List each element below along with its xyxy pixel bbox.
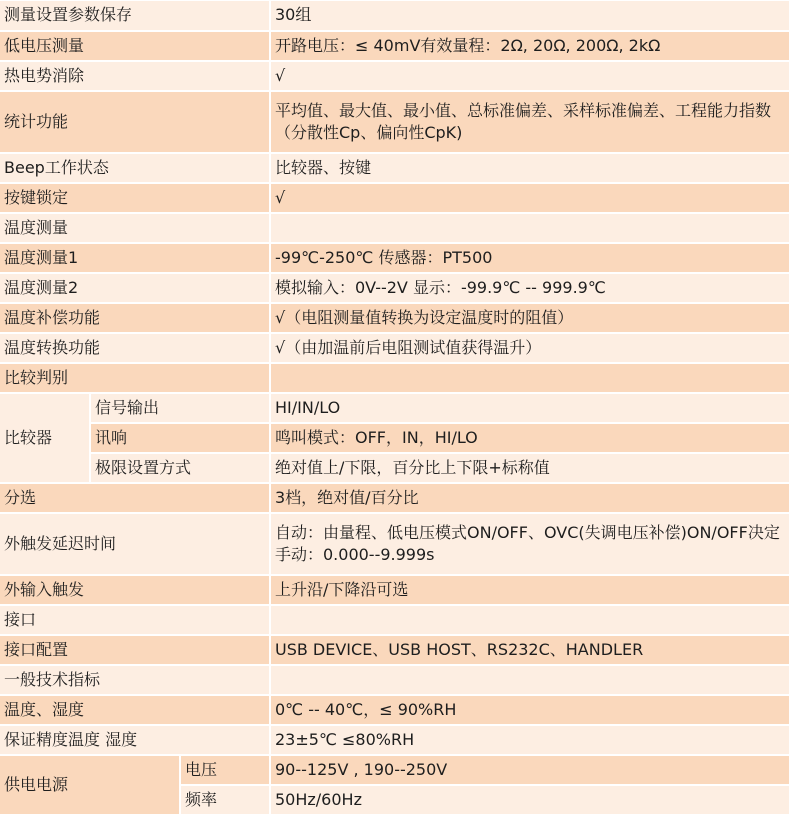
spec-label: Beep工作状态 [0, 153, 270, 183]
spec-label: 温度测量1 [0, 243, 270, 273]
table-row [0, 453, 790, 483]
spec-label: 极限设置方式 [90, 453, 270, 483]
spec-label: 保证精度温度 湿度 [0, 725, 270, 755]
table-row [0, 243, 790, 273]
spec-label: 温度补偿功能 [0, 303, 270, 333]
spec-label: 频率 [180, 785, 270, 815]
spec-label: 讯响 [90, 423, 270, 453]
table-row [0, 31, 790, 61]
spec-value: √（电阻测量值转换为设定温度时的阻值） [270, 303, 790, 333]
spec-value [270, 665, 790, 695]
spec-value [270, 213, 790, 243]
spec-label: 统计功能 [0, 91, 270, 153]
spec-label: 分选 [0, 483, 270, 513]
table-row [0, 303, 790, 333]
table-row [0, 363, 790, 393]
table-row [0, 273, 790, 303]
spec-label: 温度转换功能 [0, 333, 270, 363]
table-row [0, 665, 790, 695]
table-row [0, 575, 790, 605]
spec-label: 温度、湿度 [0, 695, 270, 725]
spec-value [270, 605, 790, 635]
spec-value: 0℃ -- 40℃，≤ 90%RH [270, 695, 790, 725]
table-row [0, 423, 790, 453]
table-row [0, 635, 790, 665]
spec-label: 接口 [0, 605, 270, 635]
table-row [0, 333, 790, 363]
spec-label: 接口配置 [0, 635, 270, 665]
spec-value: 30组 [270, 1, 790, 31]
power-label: 供电电源 [0, 755, 180, 815]
spec-label: 低电压测量 [0, 31, 270, 61]
table-row [0, 725, 790, 755]
spec-label: 温度测量 [0, 213, 270, 243]
table-row [0, 755, 790, 785]
table-row [0, 91, 790, 153]
spec-value: √ [270, 61, 790, 91]
spec-value: 50Hz/60Hz [270, 785, 790, 815]
table-row [0, 605, 790, 635]
spec-value: 90--125V , 190--250V [270, 755, 790, 785]
table-row [0, 153, 790, 183]
spec-value: 23±5℃ ≤80%RH [270, 725, 790, 755]
spec-value: 平均值、最大值、最小值、总标准偏差、采样标准偏差、工程能力指数（分散性Cp、偏向性CpK) [270, 91, 790, 153]
spec-value: 绝对值上/下限，百分比上下限+标称值 [270, 453, 790, 483]
spec-value: 鸣叫模式：OFF，IN，HI/LO [270, 423, 790, 453]
spec-value: HI/IN/LO [270, 393, 790, 423]
table-row [0, 513, 790, 575]
spec-value: -99℃-250℃ 传感器：PT500 [270, 243, 790, 273]
table-row [0, 483, 790, 513]
spec-value [270, 363, 790, 393]
comparator-label: 比较器 [0, 393, 90, 483]
spec-label: 热电势消除 [0, 61, 270, 91]
spec-value: 3档，绝对值/百分比 [270, 483, 790, 513]
spec-value: √（由加温前后电阻测试值获得温升） [270, 333, 790, 363]
spec-label: 外输入触发 [0, 575, 270, 605]
table-row [0, 695, 790, 725]
table-row [0, 61, 790, 91]
spec-value: USB DEVICE、USB HOST、RS232C、HANDLER [270, 635, 790, 665]
table-row [0, 393, 790, 423]
spec-value: 开路电压：≤ 40mV有效量程：2Ω, 20Ω, 200Ω, 2kΩ [270, 31, 790, 61]
spec-label: 信号输出 [90, 393, 270, 423]
spec-label: 温度测量2 [0, 273, 270, 303]
spec-value: 模拟输入：0V--2V 显示：-99.9℃ -- 999.9℃ [270, 273, 790, 303]
table-row [0, 213, 790, 243]
spec-value: 比较器、按键 [270, 153, 790, 183]
spec-value: √ [270, 183, 790, 213]
spec-label: 一般技术指标 [0, 665, 270, 695]
spec-label: 按键锁定 [0, 183, 270, 213]
spec-label: 比较判别 [0, 363, 270, 393]
spec-value: 自动：由量程、低电压模式ON/OFF、OVC(失调电压补偿)ON/OFF决定手动：0.000--9.999s [270, 513, 790, 575]
spec-value: 上升沿/下降沿可选 [270, 575, 790, 605]
spec-label: 测量设置参数保存 [0, 1, 270, 31]
table-row [0, 1, 790, 31]
spec-label: 电压 [180, 755, 270, 785]
spec-label: 外触发延迟时间 [0, 513, 270, 575]
table-row [0, 183, 790, 213]
